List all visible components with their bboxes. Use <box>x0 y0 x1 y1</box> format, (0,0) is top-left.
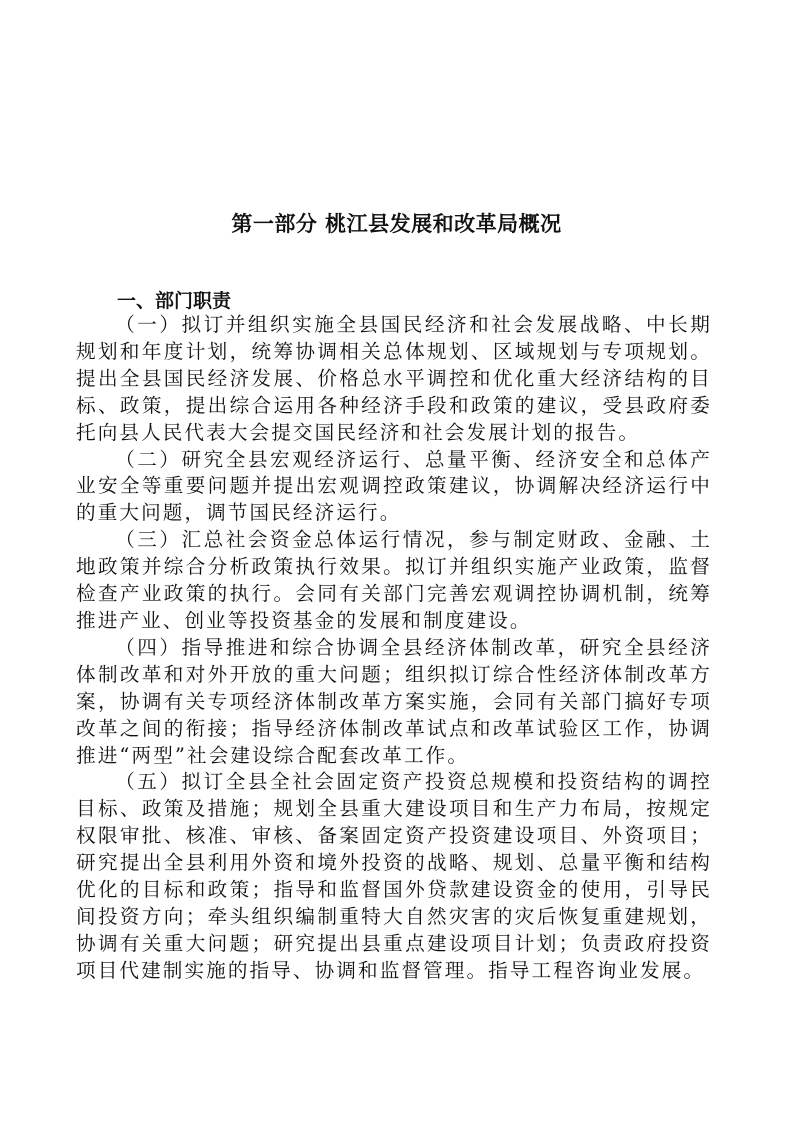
paragraph-4: （四）指导推进和综合协调全县经济体制改革，研究全县经济体制改革和对外开放的重大问题；组织拟订综合性经济体制改革方案，协调有关专项经济体制改革方案实施，会同有关部门搞好专项改革之间的衔接；指导经济体制改革试点和改革试验区工作，协调推进“两型”社会建设综合配套改革工作。 <box>76 635 712 767</box>
section-body <box>76 312 712 985</box>
paragraph-5: （五）拟订全县全社会固定资产投资总规模和投资结构的调控目标、政策及措施；规划全县重大建设项目和生产力布局，按规定权限审批、核准、审核、备案固定资产投资建设项目、外资项目；研究提出全县利用外资和境外投资的战略、规划、总量平衡和结构优化的目标和政策；指导和监督国外贷款建设资金的使用，引导民间投资方向；牵头组织编制重特大自然灾害的灾后恢复重建规划，协调有关重大问题；研究提出县重点建设项目计划；负责政府投资项目代建制实施的指导、协调和监督管理。指导工程咨询业发展。 <box>76 770 712 982</box>
paragraph-3: （三）汇总社会资金总体运行情况，参与制定财政、金融、土地政策并综合分析政策执行效果。拟订并组织实施产业政策，监督检查产业政策的执行。会同有关部门完善宏观调控协调机制，统筹推进产业、创业等投资基金的发展和制度建设。 <box>76 528 712 632</box>
paragraph-2: （二）研究全县宏观经济运行、总量平衡、经济安全和总体产业安全等重要问题并提出宏观调控政策建议，协调解决经济运行中的重大问题，调节国民经济运行。 <box>76 447 712 525</box>
section-heading: 一、部门职责 <box>117 290 232 312</box>
page-title: 第一部分 桃江县发展和改革局概况 <box>231 212 562 236</box>
paragraph-1: （一）拟订并组织实施全县国民经济和社会发展战略、中长期规划和年度计划，统筹协调相关总体规划、区域规划与专项规划。提出全县国民经济发展、价格总水平调控和优化重大经济结构的目标、政策，提出综合运用各种经济手段和政策的建议，受县政府委托向县人民代表大会提交国民经济和社会发展计划的报告。 <box>76 313 712 444</box>
